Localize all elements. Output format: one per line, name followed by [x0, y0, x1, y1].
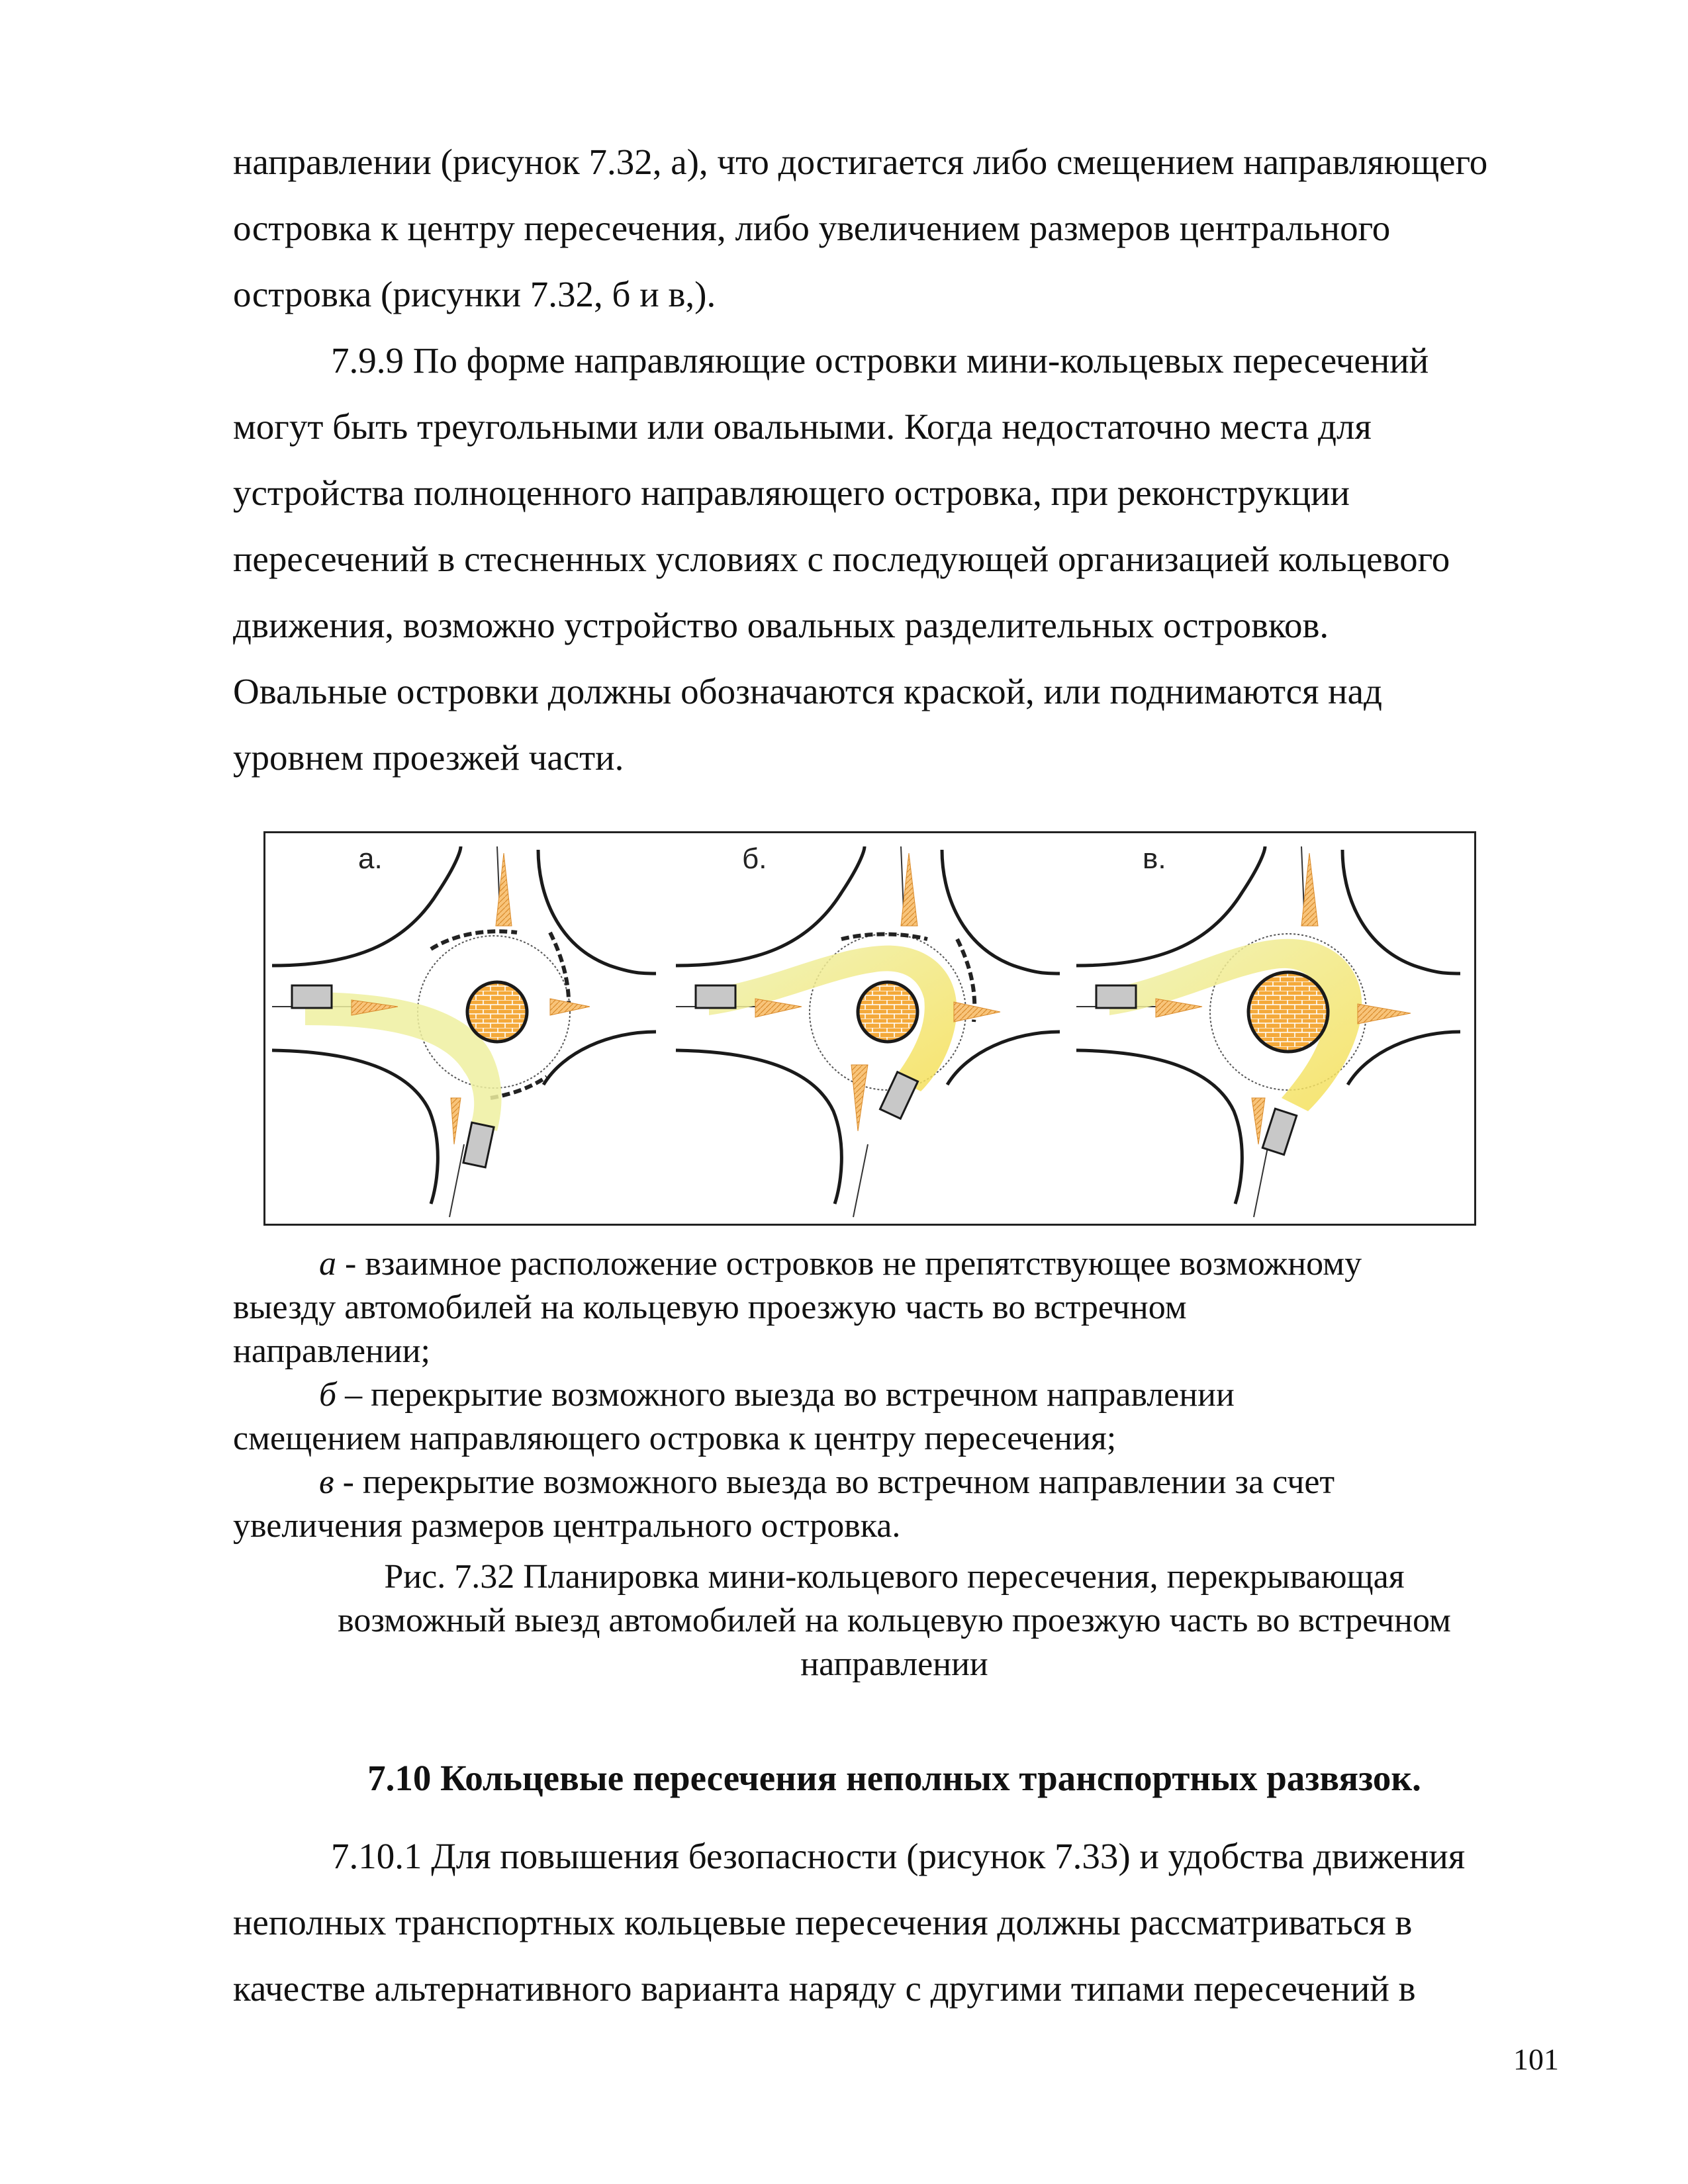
caption-letter: в	[319, 1463, 334, 1501]
splitter-island	[755, 999, 802, 1017]
road-edge	[1342, 850, 1460, 974]
figure-7-32	[263, 831, 1476, 1226]
caption-line	[233, 1373, 1556, 1417]
text-line: Овальные островки должны обозначаются краской, или поднимаются над	[233, 671, 1382, 711]
road-edge	[1348, 1032, 1460, 1085]
text-line	[233, 328, 1556, 394]
splitter-island	[451, 1098, 461, 1144]
text-line: направлении (рисунок 7.32, а), что достигается либо смещением направляющего	[233, 142, 1488, 182]
panel-a	[272, 846, 656, 1217]
text-span: 7.10.1 Для повышения безопасности (рисунок 7.33) и удобства движения	[331, 1836, 1466, 1876]
text-line: качестве альтернативного варианта наряду с другими типами пересечений в	[233, 1968, 1416, 2009]
splitter-island	[1156, 999, 1202, 1017]
figure-title-line: возможный выезд автомобилей на кольцевую проезжую часть во встречном	[338, 1602, 1451, 1639]
text-line: неполных транспортных кольцевые пересечения должны рассматриваться в	[233, 1902, 1413, 1942]
text-line: островка (рисунки 7.32, б и в,).	[233, 274, 716, 314]
page-number: 101	[1513, 2042, 1559, 2076]
splitter-island	[1252, 1098, 1265, 1144]
caption-line: выезду автомобилей на кольцевую проезжую часть во встречном	[233, 1289, 1187, 1326]
figure-title	[233, 1555, 1556, 1686]
text-span: 7.9.9 По форме направляющие островки мини-кольцевых пересечений	[331, 340, 1429, 381]
road-edge	[272, 1050, 438, 1204]
caption-line	[233, 1461, 1556, 1504]
caption-line: смещением направляющего островка к центру пересечения;	[233, 1420, 1117, 1457]
caption-letter: а	[319, 1245, 336, 1283]
panel-label-v: в.	[1143, 842, 1166, 875]
car	[1262, 1109, 1296, 1154]
road-edge	[1076, 1050, 1242, 1204]
panel-label-a: а.	[358, 842, 383, 875]
figure-title-line: Рис. 7.32 Планировка мини-кольцевого пересечения, перекрывающая	[384, 1558, 1405, 1596]
car	[463, 1122, 494, 1167]
road-edge	[538, 850, 656, 974]
panel-label-b: б.	[742, 842, 767, 875]
car	[696, 985, 735, 1008]
figure-title-line: направлении	[800, 1645, 988, 1683]
text-line: движения, возможно устройство овальных разделительных островков.	[233, 605, 1329, 645]
splitter-island	[1358, 1004, 1411, 1024]
text-line: могут быть треугольными или овальными. Когда недостаточно места для	[233, 406, 1372, 447]
splitter-island	[901, 853, 917, 926]
car	[880, 1072, 917, 1119]
caption-line: увеличения размеров центрального островка.	[233, 1507, 901, 1545]
caption-text: – перекрытие возможного выезда во встречном направлении	[336, 1376, 1235, 1414]
car	[1096, 985, 1136, 1008]
road-edge	[676, 846, 865, 966]
road-edge	[947, 1032, 1060, 1085]
road-edge	[942, 850, 1060, 974]
splitter-island	[851, 1065, 868, 1131]
road-edge	[1076, 846, 1265, 966]
text-line	[233, 1823, 1556, 1889]
text-line: пересечений в стесненных условиях с последующей организацией кольцевого	[233, 539, 1450, 579]
caption-text: - взаимное расположение островков не препятствующее возможному	[336, 1245, 1362, 1283]
central-island	[467, 982, 527, 1042]
text-line: островка к центру пересечения, либо увеличением размеров центрального	[233, 208, 1391, 248]
car	[292, 985, 332, 1008]
roundabout-diagrams	[265, 833, 1474, 1224]
panel-b	[676, 846, 1060, 1217]
caption-line: направлении;	[233, 1332, 430, 1370]
road-edge	[676, 1050, 841, 1204]
text-line: уровнем проезжей части.	[233, 737, 624, 778]
text-line: устройства полноценного направляющего островка, при реконструкции	[233, 473, 1350, 513]
panel-c	[1076, 846, 1460, 1217]
splitter-island	[1301, 853, 1318, 926]
vehicle-path	[709, 946, 957, 1091]
road-edge	[543, 1032, 656, 1085]
caption-text: - перекрытие возможного выезда во встречном направлении за счет	[334, 1463, 1335, 1501]
splitter-island	[954, 1002, 1000, 1022]
caption-line	[233, 1242, 1556, 1286]
caption-letter: б	[319, 1376, 337, 1414]
central-island	[858, 982, 917, 1042]
central-island	[1248, 972, 1328, 1052]
section-heading: 7.10 Кольцевые пересечения неполных транспортных развязок.	[367, 1758, 1421, 1798]
